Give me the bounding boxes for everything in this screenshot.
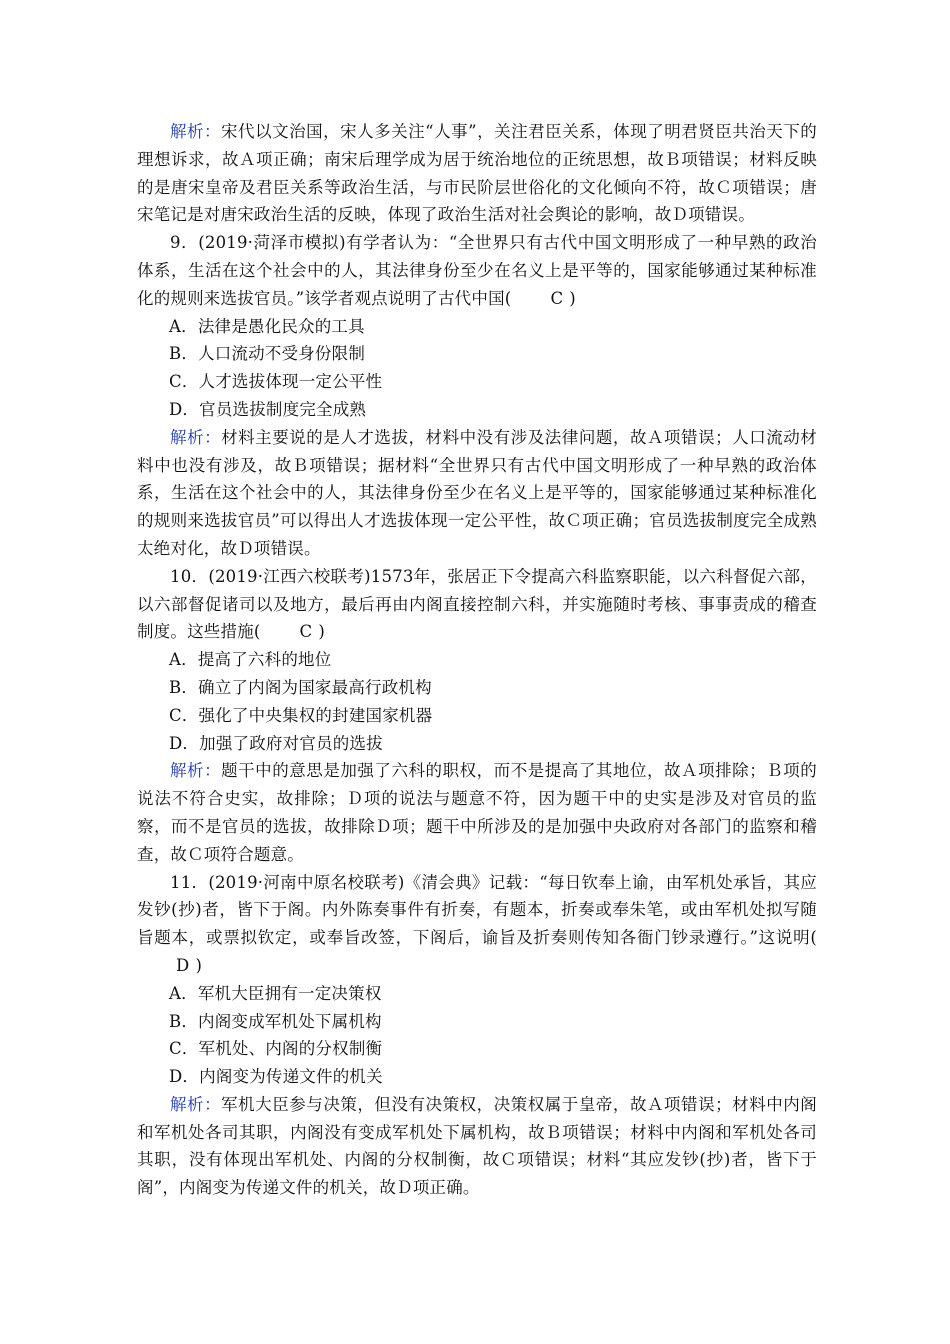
answer-11: D	[176, 955, 190, 975]
analysis-label: 解析：	[170, 122, 222, 141]
q11-option-a: A．军机大臣拥有一定决策权	[169, 983, 382, 1003]
q10-option-c: C．强化了中央集权的封建国家机器	[169, 705, 433, 725]
q10-option-d: D．加强了政府对官员的选拔	[169, 733, 383, 753]
q11-option-b: B．内阁变成军机处下属机构	[169, 1011, 382, 1031]
q10-option-b: B．确立了内阁为国家最高行政机构	[169, 677, 432, 697]
question-9-stem: 9．(2019·菏泽市模拟)有学者认为：“全世界只有古代中国文明形成了一种早熟的政治体系，生活在这个社会中的人，其法律身份至少在名义上是平等的，国家能够通过某种标准化的规则来选拔官员。”该学者观点说明了古代中国( C )	[137, 229, 817, 312]
question-11-stem: 11．(2019·河南中原名校联考)《清会典》记载：“每日钦奉上谕，由军机处承旨，其应发钞(抄)者，皆下于阁。内外陈奏事件有折奏，有题本，折奏或奉朱笔，或由军机处拟写随旨题本，或票拟钦定，或奉旨改签，下阁后，谕旨及折奏则传知各衙门钞录遵行。”这说明(D )	[137, 869, 817, 980]
analysis-label: 解析：	[170, 427, 222, 447]
q9-option-d: D．官员选拔制度完全成熟	[169, 399, 367, 419]
analysis-label: 解析：	[170, 1094, 222, 1114]
analysis-text: 题干中的意思是加强了六科的职权，而不是提高了其地位，故Ａ项排除；Ｂ项的说法不符合史实，故排除；Ｄ项的说法与题意不符，因为题干中的史实是涉及对官员的监察，而不是官员的选拔，故排除Ｄ项；题干中所涉及的是加强中央政府对各部门的监察和稽查，故Ｃ项符合题意。	[137, 761, 817, 864]
q9-option-b: B．人口流动不受身份限制	[169, 344, 366, 364]
analysis-text: 宋代以文治国，宋人多关注“人事”，关注君臣关系，体现了明君贤臣共治天下的理想诉求，故Ａ项正确；南宋后理学成为居于统治地位的正统思想，故Ｂ项错误；材料反映的是唐宋皇帝及君臣关系等政治生活，与市民阶层世俗化的文化倾向不符，故Ｃ项错误；唐宋笔记是对唐宋政治生活的反映，体现了政治生活对社会舆论的影响，故Ｄ项错误。	[137, 122, 817, 225]
analysis-text: 军机大臣参与决策，但没有决策权，决策权属于皇帝，故Ａ项错误；材料中内阁和军机处各司其职，内阁没有变成军机处下属机构，故Ｂ项错误；材料中内阁和军机处各司其职，没有体现出军机处、内阁的分权制衡，故Ｃ项错误；材料“其应发钞(抄)者，皆下于阁”，内阁变为传递文件的机关，故Ｄ项正确。	[137, 1094, 817, 1198]
q10-option-a: A．提高了六科的地位	[169, 650, 332, 670]
q11-option-d: D．内阁变为传递文件的机关	[169, 1067, 383, 1087]
analysis-block-10	[137, 757, 817, 868]
q9-option-a: A．法律是愚化民众的工具	[169, 316, 365, 336]
q11-option-c: C．军机处、内阁的分权制衡	[169, 1039, 383, 1059]
answer-9: C	[550, 288, 564, 308]
analysis-block-11	[137, 1091, 817, 1202]
analysis-block-9	[137, 424, 817, 563]
analysis-block-prev	[137, 118, 817, 229]
document-page	[137, 118, 817, 1202]
question-10-stem: 10．(2019·江西六校联考)1573年，张居正下令提高六科监察职能，以六科督促六部，以六部督促诸司以及地方，最后再由内阁直接控制六科，并实施随时考核、事事责成的稽查制度。这些措施( C )	[137, 563, 817, 646]
q9-option-c: C．人才选拔体现一定公平性	[169, 372, 383, 392]
analysis-text: 材料主要说的是人才选拔，材料中没有涉及法律问题，故Ａ项错误；人口流动材料中也没有涉及，故Ｂ项错误；据材料“全世界只有古代中国文明形成了一种早熟的政治体系，生活在这个社会中的人，其法律身份至少在名义上是平等的，国家能够通过某种标准化的规则来选拔官员”可以得出人才选拔体现一定公平性，故Ｃ项正确；官员选拔制度完全成熟太绝对化，故Ｄ项错误。	[137, 427, 817, 558]
analysis-label: 解析：	[170, 761, 222, 781]
answer-10: C	[299, 622, 313, 642]
